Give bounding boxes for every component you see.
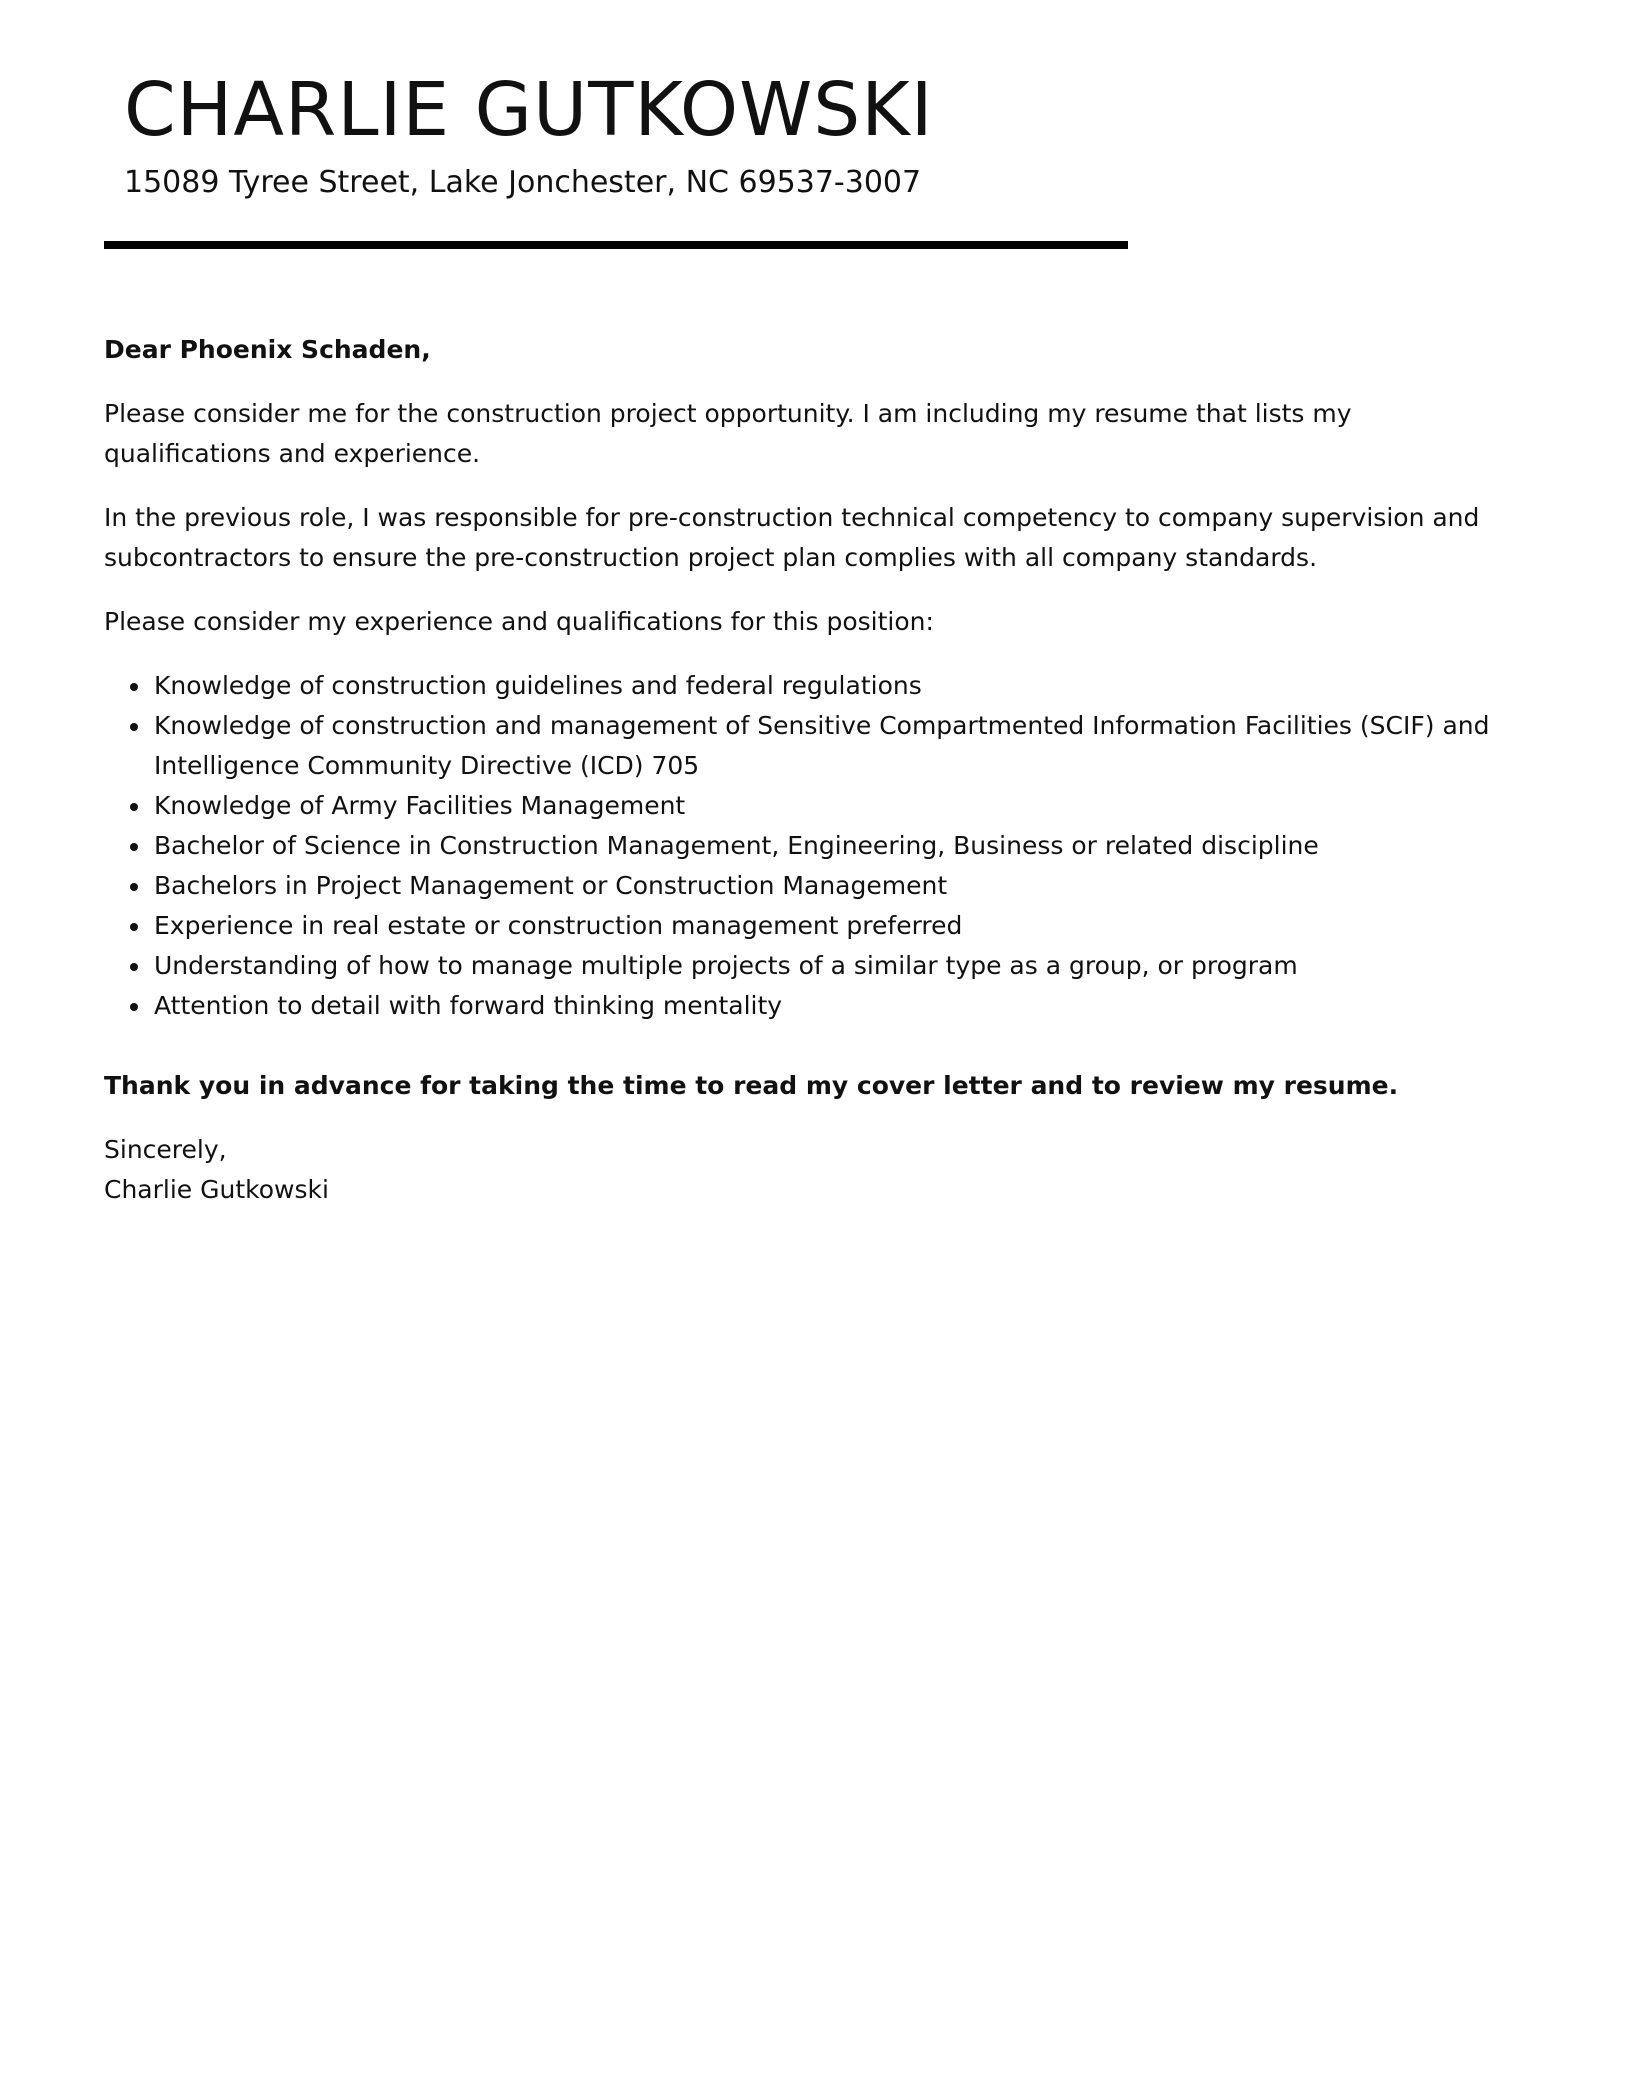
list-item: • Experience in real estate or construction management preferred (152, 906, 1524, 946)
signoff: Sincerely, (104, 1135, 227, 1164)
list-item: • Knowledge of construction and management of Sensitive Compartmented Information Facilities (SCIF) and Intelligence Community Directive (ICD) 705 (152, 706, 1524, 786)
list-item: • Bachelors in Project Management or Construction Management (152, 866, 1524, 906)
paragraph-qualifications-lead: Please consider my experience and qualifications for this position: (104, 607, 934, 636)
list-item: • Bachelor of Science in Construction Management, Engineering, Business or related discipline (152, 826, 1524, 866)
letter-body (104, 330, 1524, 1210)
applicant-name: CHARLIE GUTKOWSKI (124, 67, 934, 153)
qualifications-list (104, 666, 1524, 1026)
salutation: Dear Phoenix Schaden, (104, 335, 431, 364)
signoff-block (104, 1130, 1524, 1210)
signature-name: Charlie Gutkowski (104, 1175, 329, 1204)
list-item: • Attention to detail with forward thinking mentality (152, 986, 1524, 1026)
letter-header (124, 67, 934, 201)
closing-line: Thank you in advance for taking the time to read my cover letter and to review my resume. (104, 1071, 1399, 1100)
header-divider (104, 241, 1128, 249)
applicant-address: 15089 Tyree Street, Lake Jonchester, NC 69537-3007 (124, 165, 922, 201)
list-item: • Understanding of how to manage multiple projects of a similar type as a group, or program (152, 946, 1524, 986)
paragraph-experience: In the previous role, I was responsible for pre-construction technical competency to company supervision and subcontractors to ensure the pre-construction project plan complies with all company standards. (104, 503, 1480, 572)
list-item: • Knowledge of Army Facilities Management (152, 786, 1524, 826)
paragraph-intro: Please consider me for the construction project opportunity. I am including my resume that lists my qualifications and experience. (104, 399, 1352, 468)
list-item: • Knowledge of construction guidelines and federal regulations (152, 666, 1524, 706)
